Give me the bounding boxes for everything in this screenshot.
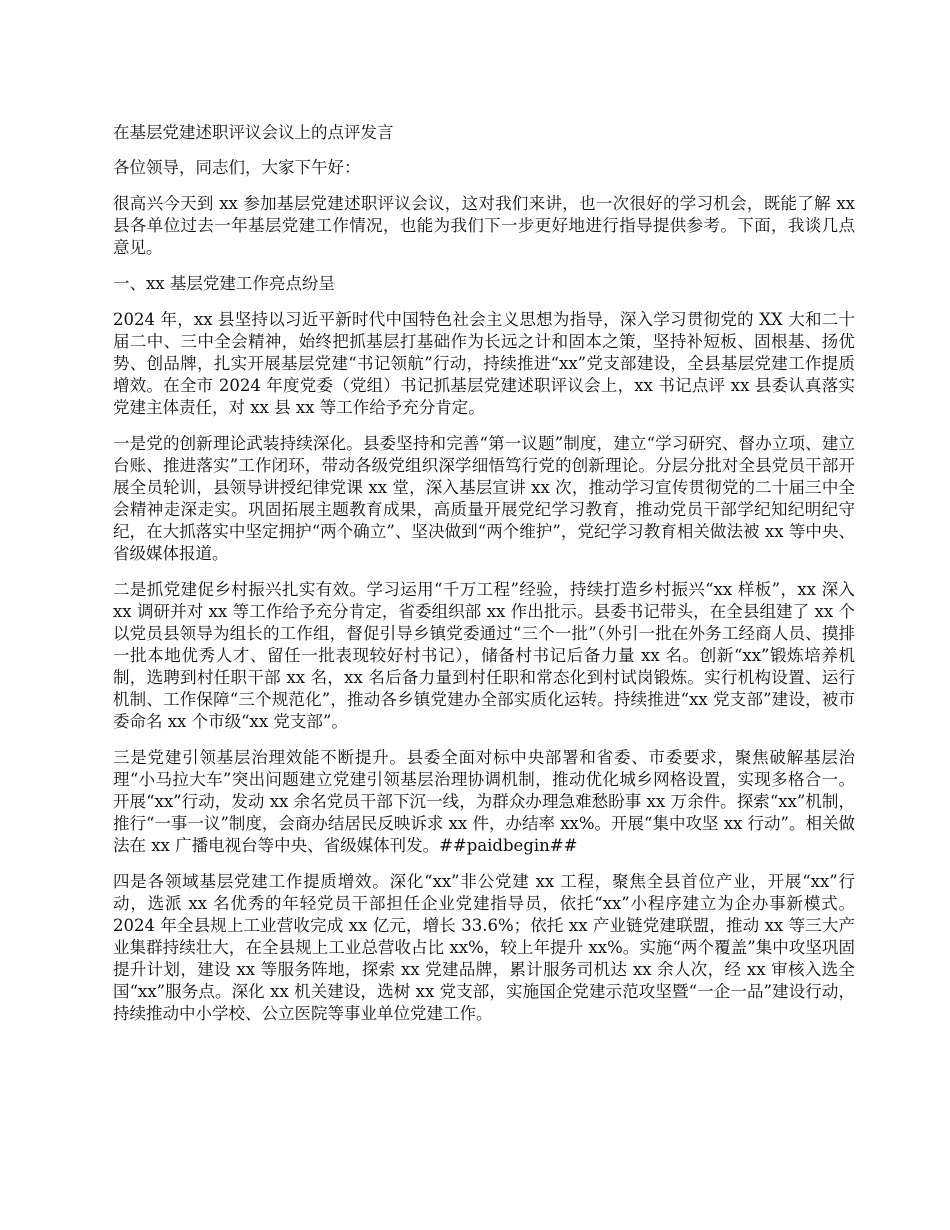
- document-page: [113, 122, 855, 1039]
- paragraph-point-3: 三是党建引领基层治理效能不断提升。县委全面对标中央部署和省委、市委要求，聚焦破解基层治理“小马拉大车”突出问题建立党建引领基层治理协调机制，推动优化城乡网格设置，实现多格合一。开展“xx”行动，发动 xx 余名党员干部下沉一线，为群众办理急难愁盼事 xx 万余件。探索“xx”机制，推行“一事一议”制度，会商办结居民反映诉求 xx 件，办结率 xx%。开展“集中攻坚 xx 行动”。相关做法在 xx 广播电视台等中央、省级媒体刊发。##paidbegin##: [113, 748, 855, 855]
- paragraph-point-4: 四是各领域基层党建工作提质增效。深化“xx”非公党建 xx 工程，聚焦全县首位产业，开展“xx”行动，选派 xx 名优秀的年轻党员干部担任企业党建指导员，依托“xx”小程序建立为企办事新模式。2024 年全县规上工业营收完成 xx 亿元，增长 33.6%；依托 xx 产业链党建联盟，推动 xx 等三大产业集群持续壮大，在全县规上工业总营收占比 xx%，较上年提升 xx%。实施“两个覆盖”集中攻坚巩固提升计划，建设 xx 等服务阵地，探索 xx 党建品牌，累计服务司机达 xx 余人次，经 xx 审核入选全国“xx”服务点。深化 xx 机关建设，选树 xx 党支部，实施国企党建示范攻坚暨“一企一品”建设行动，持续推动中小学校、公立医院等事业单位党建工作。: [113, 872, 855, 1023]
- paragraph-overview: 2024 年，xx 县坚持以习近平新时代中国特色社会主义思想为指导，深入学习贯彻党的 XX 大和二十届二中、三中全会精神，始终把抓基层打基础作为长远之计和固本之策，坚持补短板、固根基、扬优势、创品牌，扎实开展基层党建“书记领航”行动，持续推进“xx”党支部建设，全县基层党建工作提质增效。在全市 2024 年度党委（党组）书记抓基层党建述职评议会上，xx 书记点评 xx 县委认真落实党建主体责任，对 xx 县 xx 等工作给予充分肯定。: [113, 310, 855, 417]
- section-heading-1: 一、xx 基层党建工作亮点纷呈: [113, 274, 335, 293]
- salutation: 各位领导，同志们，大家下午好：: [113, 158, 361, 177]
- document-title: 在基层党建述职评议会议上的点评发言: [113, 123, 394, 142]
- paragraph-point-1: 一是党的创新理论武装持续深化。县委坚持和完善“第一议题”制度，建立“学习研究、督办立项、建立台账、推进落实”工作闭环，带动各级党组织深学细悟笃行党的创新理论。分层分批对全县党员干部开展全员轮训，县领导讲授纪律党课 xx 堂，深入基层宣讲 xx 次，推动学习宣传贯彻党的二十届三中全会精神走深走实。巩固拓展主题教育成果，高质量开展党纪学习教育，推动党员干部学纪知纪明纪守纪，在大抓落实中坚定拥护“两个确立”、坚决做到“两个维护”，党纪学习教育相关做法被 xx 等中央、省级媒体报道。: [113, 434, 855, 563]
- paragraph-point-2: 二是抓党建促乡村振兴扎实有效。学习运用“千万工程”经验，持续打造乡村振兴“xx 样板”，xx 深入 xx 调研并对 xx 等工作给予充分肯定，省委组织部 xx 作出批示。县委书记带头，在全县组建了 xx 个以党员县领导为组长的工作组，督促引导乡镇党委通过“三个一批”（外引一批在外务工经商人员、摸排一批本地优秀人才、留任一批表现较好村书记），储备村书记后备力量 xx 名。创新“xx”锻炼培养机制，选聘到村任职干部 xx 名，xx 名后备力量到村任职和常态化到村试岗锻炼。实行机构设置、运行机制、工作保障“三个规范化”，推动各乡镇党建办全部实质化运转。持续推进“xx 党支部”建设，被市委命名 xx 个市级“xx 党支部”。: [113, 580, 855, 731]
- paragraph-intro: 很高兴今天到 xx 参加基层党建述职评议会议，这对我们来讲，也一次很好的学习机会，既能了解 xx 县各单位过去一年基层党建工作情况，也能为我们下一步更好地进行指导提供参考。下面，我谈几点意见。: [113, 194, 855, 257]
